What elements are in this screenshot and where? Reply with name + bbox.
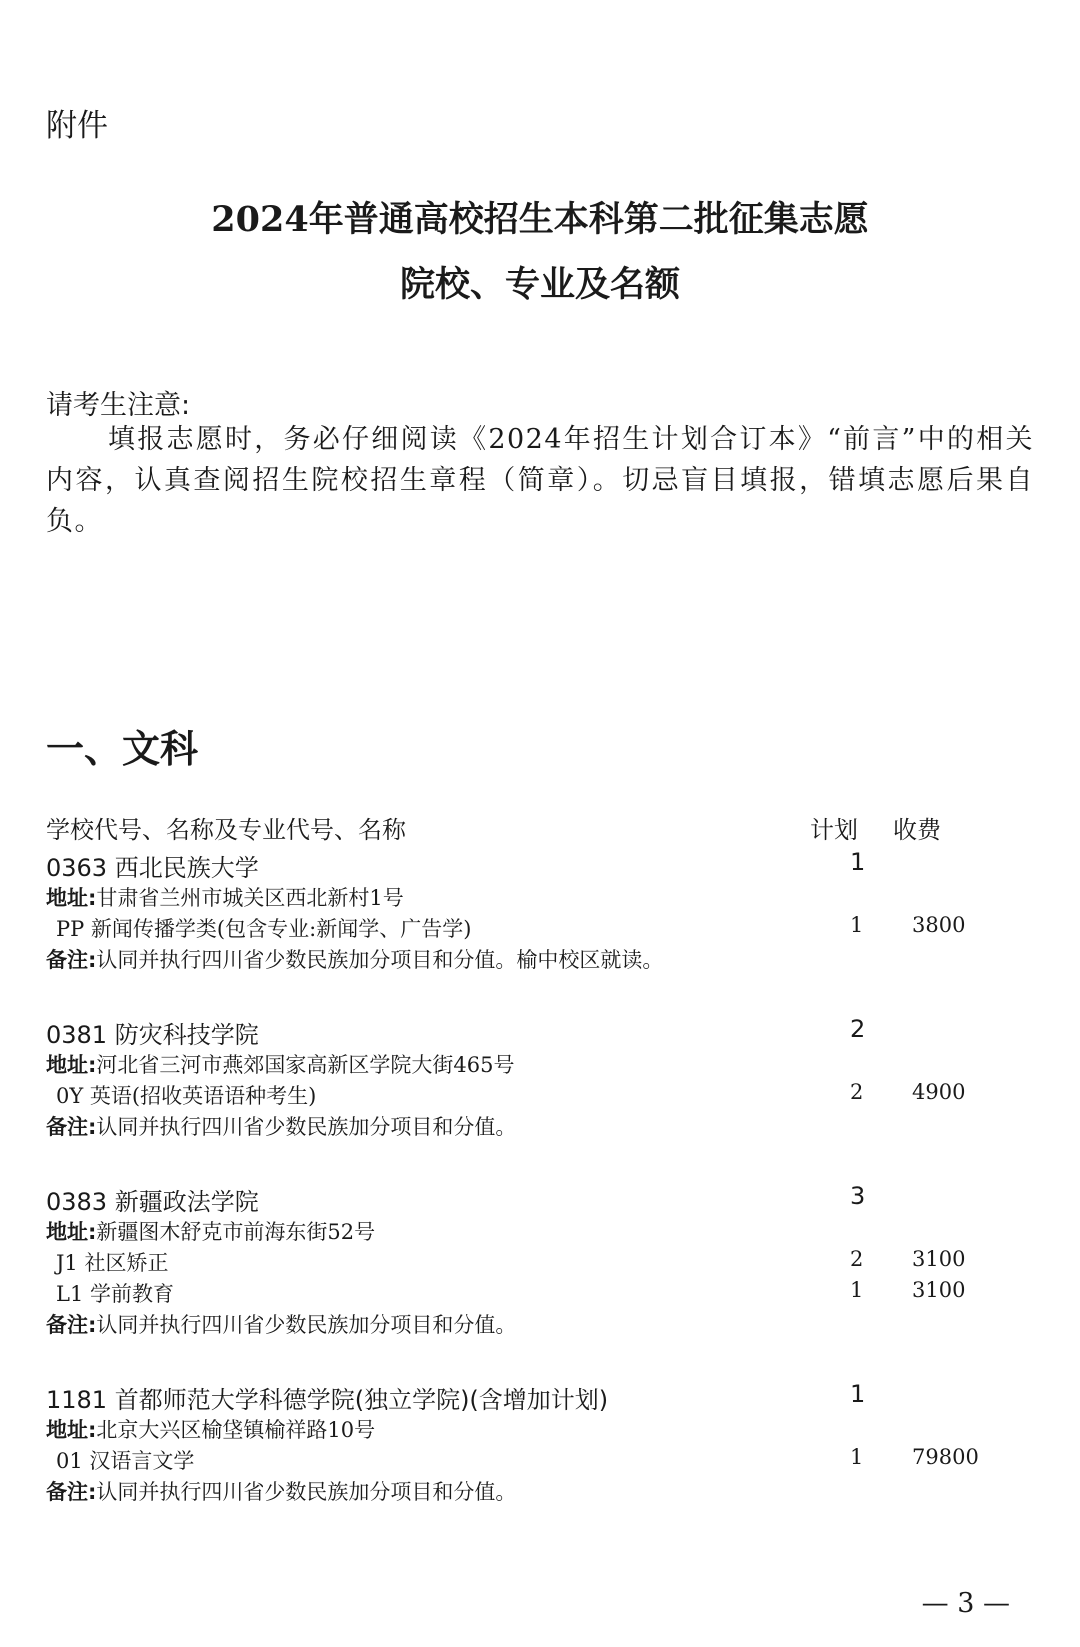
school-code-name: 1181 首都师范大学科德学院(独立学院)(含增加计划) [46,1386,609,1414]
remark-label: 备注: [46,1313,97,1337]
remark-label: 备注: [46,1480,97,1504]
major-plan: 1 [850,1278,864,1302]
school-code-name: 0381 防灾科技学院 [46,1021,259,1049]
school-remark: 认同并执行四川省少数民族加分项目和分值。 [96,1115,517,1139]
section-heading: 一、文科 [46,727,199,771]
school-remark-row [46,944,663,974]
document-title-line1: 2024年普通高校招生本科第二批征集志愿 [211,199,869,240]
page-number: — 3 — [921,1588,1010,1619]
header-plan-column: 计划 [810,816,858,844]
address-label: 地址: [46,1053,97,1077]
school-remark-row [46,1476,516,1506]
major-name: J1 社区矫正 [56,1251,169,1275]
notice-heading: 请考生注意: [46,390,191,421]
address-label: 地址: [46,1220,97,1244]
major-name: 01 汉语言文学 [56,1449,195,1473]
school-plan: 1 [850,1380,866,1408]
school-remark: 认同并执行四川省少数民族加分项目和分值。榆中校区就读。 [96,948,664,972]
address-label: 地址: [46,1418,97,1442]
major-plan: 2 [850,1080,864,1104]
school-remark: 认同并执行四川省少数民族加分项目和分值。 [96,1313,517,1337]
major-name: L1 学前教育 [56,1282,174,1306]
school-address-row [46,1216,375,1246]
header-fee-column: 收费 [893,816,941,844]
school-plan: 3 [850,1182,866,1210]
school-plan: 1 [850,848,866,876]
school-remark-row [46,1309,516,1339]
major-plan: 2 [850,1247,864,1271]
school-code-name: 0363 西北民族大学 [46,854,259,882]
major-fee: 3800 [912,913,966,937]
school-address: 北京大兴区榆垡镇榆祥路10号 [96,1418,376,1442]
major-fee: 3100 [912,1247,966,1271]
school-address: 河北省三河市燕郊国家高新区学院大街465号 [96,1053,515,1077]
major-fee: 4900 [912,1080,966,1104]
school-address-row [46,882,404,912]
document-title-line2: 院校、专业及名额 [399,264,680,305]
attachment-label: 附件 [46,108,108,144]
school-code-name: 0383 新疆政法学院 [46,1188,259,1216]
remark-label: 备注: [46,1115,97,1139]
address-label: 地址: [46,886,97,910]
major-plan: 1 [850,1445,864,1469]
header-school-column: 学校代号、名称及专业代号、名称 [46,816,406,844]
school-address: 新疆图木舒克市前海东街52号 [96,1220,376,1244]
major-fee: 3100 [912,1278,966,1302]
major-name: 0Y 英语(招收英语语种考生) [56,1084,317,1108]
major-plan: 1 [850,913,864,937]
school-address-row [46,1414,375,1444]
school-address-row [46,1049,515,1079]
school-address: 甘肃省兰州市城关区西北新村1号 [96,886,404,910]
school-plan: 2 [850,1015,866,1043]
remark-label: 备注: [46,948,97,972]
school-remark: 认同并执行四川省少数民族加分项目和分值。 [96,1480,517,1504]
major-fee: 79800 [912,1445,979,1469]
major-name: PP 新闻传播学类(包含专业:新闻学、广告学) [56,917,472,941]
school-remark-row [46,1111,516,1141]
notice-body: 填报志愿时，务必仔细阅读《2024年招生计划合订本》“前言”中的相关内容，认真查阅招生院校招生章程（简章）。切忌盲目填报，错填志愿后果自负。 [46,424,1034,537]
